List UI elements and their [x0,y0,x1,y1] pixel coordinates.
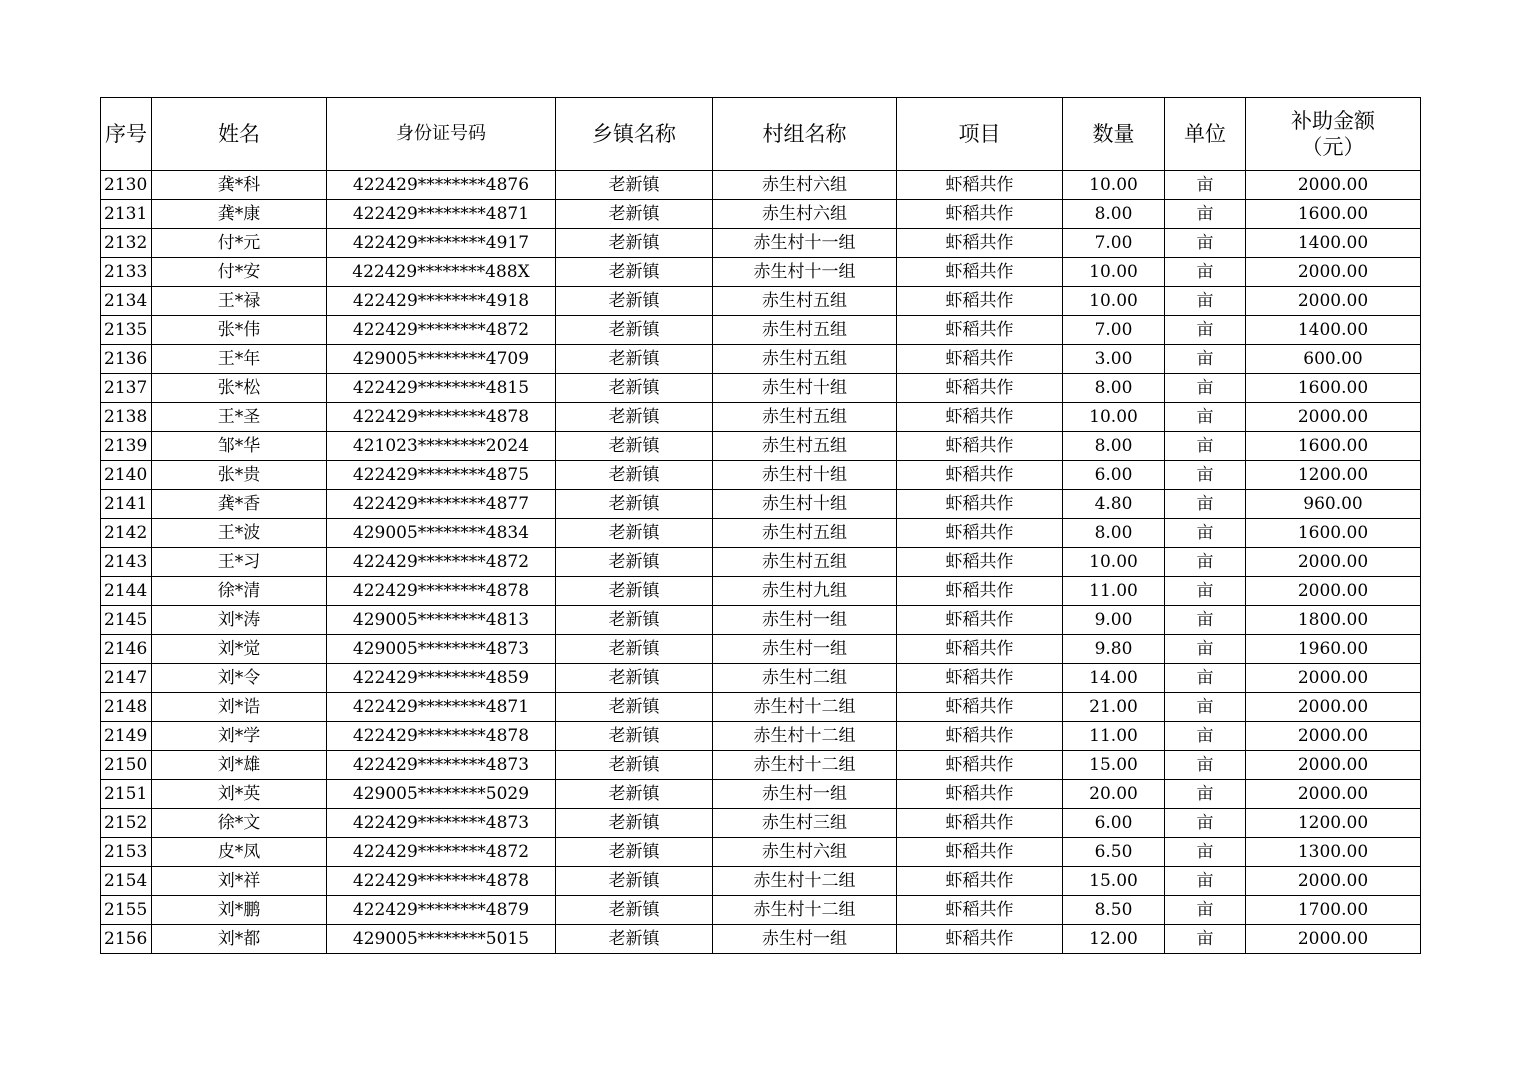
cell-amount: 1800.00 [1246,606,1421,635]
cell-name: 刘*都 [152,925,327,954]
cell-seq: 2136 [101,345,152,374]
header-name: 姓名 [152,98,327,171]
cell-id-number: 422429********4878 [327,577,556,606]
table-row [101,200,1421,229]
subsidy-table [100,97,1421,954]
header-town: 乡镇名称 [556,98,713,171]
cell-project: 虾稻共作 [897,345,1063,374]
cell-village: 赤生村十二组 [713,867,897,896]
cell-name: 刘*令 [152,664,327,693]
header-village: 村组名称 [713,98,897,171]
cell-village: 赤生村五组 [713,403,897,432]
cell-seq: 2150 [101,751,152,780]
cell-unit: 亩 [1165,403,1246,432]
table-row [101,403,1421,432]
cell-project: 虾稻共作 [897,200,1063,229]
cell-village: 赤生村十二组 [713,693,897,722]
cell-quantity: 8.00 [1063,374,1165,403]
cell-amount: 1400.00 [1246,229,1421,258]
cell-name: 刘*雄 [152,751,327,780]
cell-name: 刘*鹏 [152,896,327,925]
cell-town: 老新镇 [556,548,713,577]
table-row [101,838,1421,867]
cell-quantity: 9.00 [1063,606,1165,635]
cell-village: 赤生村六组 [713,200,897,229]
cell-name: 龚*香 [152,490,327,519]
cell-seq: 2142 [101,519,152,548]
cell-project: 虾稻共作 [897,287,1063,316]
cell-quantity: 9.80 [1063,635,1165,664]
cell-quantity: 6.50 [1063,838,1165,867]
header-unit: 单位 [1165,98,1246,171]
cell-town: 老新镇 [556,635,713,664]
cell-id-number: 422429********4873 [327,809,556,838]
table-row [101,606,1421,635]
cell-unit: 亩 [1165,519,1246,548]
cell-amount: 1600.00 [1246,519,1421,548]
cell-name: 刘*觉 [152,635,327,664]
cell-amount: 2000.00 [1246,577,1421,606]
cell-id-number: 422429********4872 [327,316,556,345]
cell-town: 老新镇 [556,490,713,519]
cell-village: 赤生村一组 [713,780,897,809]
cell-id-number: 429005********5029 [327,780,556,809]
cell-id-number: 422429********4878 [327,403,556,432]
cell-amount: 2000.00 [1246,258,1421,287]
cell-seq: 2143 [101,548,152,577]
cell-town: 老新镇 [556,809,713,838]
cell-unit: 亩 [1165,896,1246,925]
cell-amount: 2000.00 [1246,693,1421,722]
cell-id-number: 422429********4878 [327,867,556,896]
cell-id-number: 422429********4859 [327,664,556,693]
table-row [101,925,1421,954]
cell-project: 虾稻共作 [897,577,1063,606]
cell-id-number: 429005********4873 [327,635,556,664]
cell-quantity: 14.00 [1063,664,1165,693]
cell-unit: 亩 [1165,316,1246,345]
cell-project: 虾稻共作 [897,432,1063,461]
cell-town: 老新镇 [556,867,713,896]
cell-town: 老新镇 [556,374,713,403]
cell-village: 赤生村五组 [713,316,897,345]
table-row [101,461,1421,490]
header-qty: 数量 [1063,98,1165,171]
header-project: 项目 [897,98,1063,171]
cell-seq: 2131 [101,200,152,229]
table-row [101,867,1421,896]
cell-project: 虾稻共作 [897,635,1063,664]
cell-seq: 2155 [101,896,152,925]
cell-village: 赤生村十二组 [713,722,897,751]
cell-town: 老新镇 [556,403,713,432]
cell-id-number: 429005********4709 [327,345,556,374]
cell-village: 赤生村一组 [713,606,897,635]
cell-seq: 2154 [101,867,152,896]
table-row [101,432,1421,461]
table-row [101,287,1421,316]
cell-seq: 2141 [101,490,152,519]
cell-unit: 亩 [1165,664,1246,693]
cell-village: 赤生村五组 [713,432,897,461]
table-body [101,171,1421,954]
cell-id-number: 422429********4873 [327,751,556,780]
cell-id-number: 422429********4871 [327,693,556,722]
cell-unit: 亩 [1165,780,1246,809]
cell-quantity: 8.00 [1063,432,1165,461]
cell-seq: 2134 [101,287,152,316]
header-amount-label: 补助金额（元） [1291,109,1375,159]
cell-amount: 2000.00 [1246,171,1421,200]
cell-name: 刘*诰 [152,693,327,722]
cell-project: 虾稻共作 [897,809,1063,838]
table-row [101,809,1421,838]
cell-seq: 2135 [101,316,152,345]
cell-id-number: 429005********4813 [327,606,556,635]
cell-name: 张*伟 [152,316,327,345]
cell-village: 赤生村十二组 [713,751,897,780]
cell-town: 老新镇 [556,171,713,200]
cell-town: 老新镇 [556,229,713,258]
cell-project: 虾稻共作 [897,925,1063,954]
cell-quantity: 15.00 [1063,751,1165,780]
cell-town: 老新镇 [556,693,713,722]
cell-unit: 亩 [1165,693,1246,722]
cell-project: 虾稻共作 [897,548,1063,577]
cell-id-number: 422429********4872 [327,838,556,867]
cell-quantity: 10.00 [1063,287,1165,316]
cell-id-number: 421023********2024 [327,432,556,461]
cell-town: 老新镇 [556,316,713,345]
cell-quantity: 11.00 [1063,722,1165,751]
cell-amount: 1600.00 [1246,432,1421,461]
cell-project: 虾稻共作 [897,838,1063,867]
header-seq [101,98,152,171]
cell-town: 老新镇 [556,200,713,229]
cell-amount: 1700.00 [1246,896,1421,925]
cell-name: 龚*科 [152,171,327,200]
cell-seq: 2149 [101,722,152,751]
cell-name: 王*波 [152,519,327,548]
cell-quantity: 15.00 [1063,867,1165,896]
cell-unit: 亩 [1165,200,1246,229]
cell-seq: 2151 [101,780,152,809]
table-row [101,374,1421,403]
header-row [101,98,1421,171]
table-row [101,519,1421,548]
cell-unit: 亩 [1165,258,1246,287]
cell-town: 老新镇 [556,606,713,635]
cell-unit: 亩 [1165,461,1246,490]
cell-quantity: 10.00 [1063,548,1165,577]
cell-seq: 2156 [101,925,152,954]
cell-unit: 亩 [1165,374,1246,403]
cell-quantity: 12.00 [1063,925,1165,954]
cell-quantity: 7.00 [1063,316,1165,345]
cell-name: 刘*学 [152,722,327,751]
cell-amount: 960.00 [1246,490,1421,519]
cell-name: 龚*康 [152,200,327,229]
table-row [101,577,1421,606]
cell-village: 赤生村十二组 [713,896,897,925]
cell-village: 赤生村五组 [713,345,897,374]
table-row [101,751,1421,780]
cell-id-number: 422429********4878 [327,722,556,751]
table-header [101,98,1421,171]
cell-id-number: 422429********4875 [327,461,556,490]
cell-name: 张*松 [152,374,327,403]
cell-quantity: 8.00 [1063,200,1165,229]
cell-project: 虾稻共作 [897,490,1063,519]
cell-town: 老新镇 [556,664,713,693]
cell-amount: 1600.00 [1246,374,1421,403]
cell-quantity: 4.80 [1063,490,1165,519]
cell-village: 赤生村九组 [713,577,897,606]
cell-name: 王*年 [152,345,327,374]
cell-id-number: 422429********4871 [327,200,556,229]
table-row [101,345,1421,374]
cell-town: 老新镇 [556,896,713,925]
cell-name: 王*习 [152,548,327,577]
cell-unit: 亩 [1165,490,1246,519]
cell-amount: 1600.00 [1246,200,1421,229]
cell-project: 虾稻共作 [897,258,1063,287]
cell-seq: 2146 [101,635,152,664]
cell-quantity: 10.00 [1063,403,1165,432]
cell-village: 赤生村十组 [713,490,897,519]
table-row [101,229,1421,258]
cell-unit: 亩 [1165,809,1246,838]
cell-town: 老新镇 [556,258,713,287]
cell-quantity: 8.00 [1063,519,1165,548]
cell-town: 老新镇 [556,287,713,316]
table-row [101,635,1421,664]
cell-quantity: 10.00 [1063,258,1165,287]
cell-quantity: 7.00 [1063,229,1165,258]
cell-unit: 亩 [1165,577,1246,606]
cell-seq: 2145 [101,606,152,635]
cell-quantity: 6.00 [1063,809,1165,838]
cell-id-number: 422429********4876 [327,171,556,200]
cell-amount: 2000.00 [1246,780,1421,809]
cell-quantity: 21.00 [1063,693,1165,722]
table-row [101,316,1421,345]
table-row [101,722,1421,751]
table-row [101,780,1421,809]
cell-name: 王*圣 [152,403,327,432]
cell-project: 虾稻共作 [897,374,1063,403]
cell-project: 虾稻共作 [897,867,1063,896]
table-row [101,693,1421,722]
cell-project: 虾稻共作 [897,693,1063,722]
cell-village: 赤生村十一组 [713,258,897,287]
cell-quantity: 10.00 [1063,171,1165,200]
cell-unit: 亩 [1165,548,1246,577]
cell-id-number: 422429********4877 [327,490,556,519]
cell-seq: 2138 [101,403,152,432]
cell-name: 徐*文 [152,809,327,838]
cell-unit: 亩 [1165,635,1246,664]
cell-project: 虾稻共作 [897,780,1063,809]
cell-town: 老新镇 [556,925,713,954]
cell-unit: 亩 [1165,287,1246,316]
cell-amount: 1200.00 [1246,461,1421,490]
cell-town: 老新镇 [556,838,713,867]
cell-village: 赤生村十组 [713,374,897,403]
cell-village: 赤生村一组 [713,925,897,954]
cell-unit: 亩 [1165,751,1246,780]
cell-amount: 2000.00 [1246,548,1421,577]
cell-amount: 2000.00 [1246,403,1421,432]
cell-town: 老新镇 [556,461,713,490]
cell-seq: 2130 [101,171,152,200]
cell-id-number: 422429********4917 [327,229,556,258]
cell-amount: 1300.00 [1246,838,1421,867]
cell-project: 虾稻共作 [897,664,1063,693]
cell-name: 皮*凤 [152,838,327,867]
cell-name: 刘*祥 [152,867,327,896]
cell-project: 虾稻共作 [897,316,1063,345]
header-seq-label: 序号 [105,122,147,146]
cell-id-number: 422429********4815 [327,374,556,403]
cell-amount: 2000.00 [1246,664,1421,693]
cell-seq: 2153 [101,838,152,867]
table-row [101,490,1421,519]
cell-id-number: 422429********4879 [327,896,556,925]
cell-village: 赤生村二组 [713,664,897,693]
table-row [101,548,1421,577]
cell-id-number: 429005********4834 [327,519,556,548]
cell-town: 老新镇 [556,577,713,606]
cell-village: 赤生村六组 [713,838,897,867]
cell-amount: 2000.00 [1246,925,1421,954]
cell-seq: 2133 [101,258,152,287]
cell-amount: 600.00 [1246,345,1421,374]
cell-unit: 亩 [1165,722,1246,751]
cell-id-number: 422429********488X [327,258,556,287]
cell-amount: 2000.00 [1246,867,1421,896]
cell-project: 虾稻共作 [897,229,1063,258]
cell-amount: 1400.00 [1246,316,1421,345]
header-id: 身份证号码 [327,98,556,171]
cell-project: 虾稻共作 [897,751,1063,780]
cell-name: 张*贵 [152,461,327,490]
cell-amount: 1200.00 [1246,809,1421,838]
cell-project: 虾稻共作 [897,461,1063,490]
cell-village: 赤生村五组 [713,519,897,548]
table-row [101,896,1421,925]
cell-town: 老新镇 [556,519,713,548]
cell-town: 老新镇 [556,751,713,780]
cell-seq: 2152 [101,809,152,838]
cell-amount: 2000.00 [1246,287,1421,316]
cell-village: 赤生村三组 [713,809,897,838]
header-amount [1246,98,1421,171]
cell-unit: 亩 [1165,229,1246,258]
cell-name: 王*禄 [152,287,327,316]
cell-project: 虾稻共作 [897,403,1063,432]
cell-project: 虾稻共作 [897,896,1063,925]
cell-name: 邹*华 [152,432,327,461]
cell-unit: 亩 [1165,867,1246,896]
cell-town: 老新镇 [556,345,713,374]
cell-amount: 2000.00 [1246,751,1421,780]
cell-seq: 2139 [101,432,152,461]
cell-amount: 2000.00 [1246,722,1421,751]
cell-town: 老新镇 [556,780,713,809]
table-row [101,258,1421,287]
cell-project: 虾稻共作 [897,171,1063,200]
cell-quantity: 20.00 [1063,780,1165,809]
cell-unit: 亩 [1165,345,1246,374]
cell-village: 赤生村五组 [713,548,897,577]
cell-seq: 2137 [101,374,152,403]
cell-id-number: 422429********4872 [327,548,556,577]
cell-quantity: 3.00 [1063,345,1165,374]
cell-unit: 亩 [1165,838,1246,867]
cell-quantity: 8.50 [1063,896,1165,925]
cell-name: 徐*清 [152,577,327,606]
cell-village: 赤生村六组 [713,171,897,200]
cell-seq: 2148 [101,693,152,722]
cell-name: 刘*涛 [152,606,327,635]
cell-quantity: 6.00 [1063,461,1165,490]
cell-village: 赤生村一组 [713,635,897,664]
cell-seq: 2132 [101,229,152,258]
cell-name: 付*安 [152,258,327,287]
cell-project: 虾稻共作 [897,519,1063,548]
cell-village: 赤生村五组 [713,287,897,316]
cell-town: 老新镇 [556,432,713,461]
cell-project: 虾稻共作 [897,606,1063,635]
cell-seq: 2147 [101,664,152,693]
cell-name: 付*元 [152,229,327,258]
cell-id-number: 429005********5015 [327,925,556,954]
cell-project: 虾稻共作 [897,722,1063,751]
cell-unit: 亩 [1165,925,1246,954]
cell-amount: 1960.00 [1246,635,1421,664]
cell-quantity: 11.00 [1063,577,1165,606]
cell-id-number: 422429********4918 [327,287,556,316]
table-row [101,664,1421,693]
cell-village: 赤生村十组 [713,461,897,490]
cell-unit: 亩 [1165,171,1246,200]
cell-unit: 亩 [1165,606,1246,635]
cell-seq: 2140 [101,461,152,490]
cell-name: 刘*英 [152,780,327,809]
cell-unit: 亩 [1165,432,1246,461]
cell-seq: 2144 [101,577,152,606]
table-row [101,171,1421,200]
cell-town: 老新镇 [556,722,713,751]
cell-village: 赤生村十一组 [713,229,897,258]
